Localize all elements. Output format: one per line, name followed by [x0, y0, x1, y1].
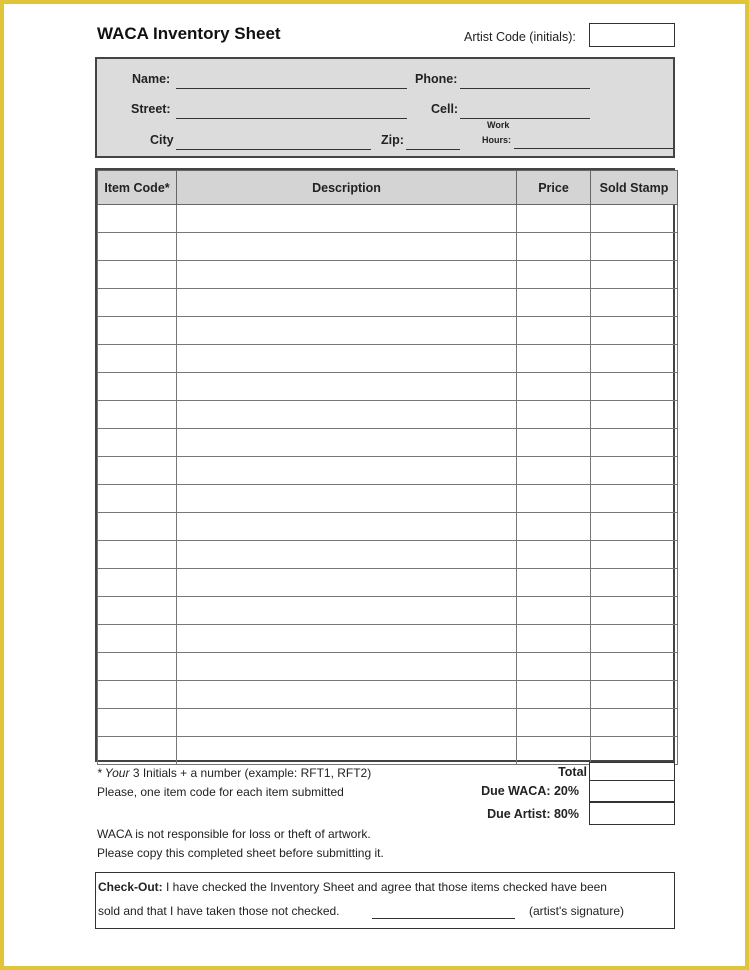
- phone-label: Phone:: [415, 72, 458, 86]
- price-cell[interactable]: [517, 485, 591, 513]
- due-waca-label: Due WACA: 20%: [481, 784, 579, 798]
- description-cell[interactable]: [177, 233, 517, 261]
- signature-label: (artist's signature): [529, 904, 624, 918]
- table-row: [98, 457, 678, 485]
- due-waca-field[interactable]: [589, 780, 675, 802]
- due-artist-label: Due Artist: 80%: [487, 807, 579, 821]
- sold-stamp-cell[interactable]: [591, 737, 678, 765]
- price-cell[interactable]: [517, 513, 591, 541]
- page-title: WACA Inventory Sheet: [97, 24, 281, 43]
- price-cell[interactable]: [517, 681, 591, 709]
- sold-stamp-cell[interactable]: [591, 541, 678, 569]
- signature-field[interactable]: [372, 918, 515, 919]
- price-cell[interactable]: [517, 625, 591, 653]
- artist-code-label: Artist Code (initials):: [464, 30, 576, 44]
- table-row: [98, 737, 678, 765]
- item-code-cell[interactable]: [98, 625, 177, 653]
- description-cell[interactable]: [177, 625, 517, 653]
- description-cell[interactable]: [177, 541, 517, 569]
- price-cell[interactable]: [517, 233, 591, 261]
- contact-panel: [95, 57, 675, 158]
- street-label: Street:: [131, 102, 171, 116]
- table-row: [98, 289, 678, 317]
- table-row: [98, 681, 678, 709]
- description-cell[interactable]: [177, 597, 517, 625]
- price-cell[interactable]: [517, 709, 591, 737]
- price-cell[interactable]: [517, 597, 591, 625]
- item-code-cell[interactable]: [98, 681, 177, 709]
- description-cell[interactable]: [177, 345, 517, 373]
- column-header-price: Price: [517, 171, 591, 205]
- item-code-cell[interactable]: [98, 317, 177, 345]
- sold-stamp-cell[interactable]: [591, 345, 678, 373]
- sold-stamp-cell[interactable]: [591, 205, 678, 233]
- description-cell[interactable]: [177, 737, 517, 765]
- price-cell[interactable]: [517, 429, 591, 457]
- table-row: [98, 401, 678, 429]
- description-cell[interactable]: [177, 317, 517, 345]
- table-row: [98, 429, 678, 457]
- sold-stamp-cell[interactable]: [591, 513, 678, 541]
- price-cell[interactable]: [517, 457, 591, 485]
- item-code-cell[interactable]: [98, 401, 177, 429]
- name-field[interactable]: [176, 88, 407, 89]
- table-row: [98, 233, 678, 261]
- description-cell[interactable]: [177, 681, 517, 709]
- cell-label: Cell:: [431, 102, 459, 116]
- sold-stamp-cell[interactable]: [591, 373, 678, 401]
- item-code-cell[interactable]: [98, 569, 177, 597]
- item-code-cell[interactable]: [98, 345, 177, 373]
- table-row: [98, 541, 678, 569]
- table-row: [98, 513, 678, 541]
- checkout-heading: Check-Out:: [98, 880, 163, 894]
- cell-field[interactable]: [460, 118, 590, 119]
- item-code-cell[interactable]: [98, 205, 177, 233]
- sold-stamp-cell[interactable]: [591, 289, 678, 317]
- table-row: [98, 205, 678, 233]
- sold-stamp-cell[interactable]: [591, 709, 678, 737]
- item-code-cell[interactable]: [98, 373, 177, 401]
- due-artist-field[interactable]: [589, 802, 675, 825]
- price-cell[interactable]: [517, 401, 591, 429]
- sold-stamp-cell[interactable]: [591, 653, 678, 681]
- sold-stamp-cell[interactable]: [591, 401, 678, 429]
- sold-stamp-cell[interactable]: [591, 261, 678, 289]
- item-code-note-rest: 3 Initials + a number (example: RFT1, RFT2): [129, 766, 372, 780]
- checkout-text-1: I have checked the Inventory Sheet and agree that those items checked have been: [162, 880, 607, 894]
- price-cell[interactable]: [517, 261, 591, 289]
- hours-label: Hours:: [482, 135, 511, 145]
- checkout-line-1: [98, 880, 607, 894]
- sold-stamp-cell[interactable]: [591, 233, 678, 261]
- street-field[interactable]: [176, 118, 407, 119]
- table-header-row: [98, 171, 678, 205]
- sold-stamp-cell[interactable]: [591, 569, 678, 597]
- city-field[interactable]: [176, 149, 371, 150]
- price-cell[interactable]: [517, 317, 591, 345]
- item-code-cell[interactable]: [98, 485, 177, 513]
- description-cell[interactable]: [177, 205, 517, 233]
- item-code-cell[interactable]: [98, 737, 177, 765]
- table-row: [98, 597, 678, 625]
- item-code-note-your: * Your: [97, 766, 130, 780]
- description-cell[interactable]: [177, 429, 517, 457]
- disclaimer-line-2: Please copy this completed sheet before submitting it.: [97, 846, 384, 860]
- table-row: [98, 373, 678, 401]
- item-code-cell[interactable]: [98, 541, 177, 569]
- column-header-item-code: Item Code*: [98, 171, 177, 205]
- description-cell[interactable]: [177, 653, 517, 681]
- work-label: Work: [487, 120, 510, 130]
- checkout-box: [95, 872, 675, 929]
- item-code-cell[interactable]: [98, 653, 177, 681]
- total-field[interactable]: [589, 762, 675, 781]
- item-code-cell[interactable]: [98, 457, 177, 485]
- city-label: City: [150, 133, 174, 147]
- price-cell[interactable]: [517, 205, 591, 233]
- artist-code-field[interactable]: [589, 23, 675, 47]
- price-cell[interactable]: [517, 289, 591, 317]
- item-code-cell[interactable]: [98, 233, 177, 261]
- price-cell[interactable]: [517, 737, 591, 765]
- table-row: [98, 485, 678, 513]
- total-label: Total: [558, 765, 587, 779]
- table-row: [98, 569, 678, 597]
- table-row: [98, 625, 678, 653]
- item-code-cell[interactable]: [98, 597, 177, 625]
- sold-stamp-cell[interactable]: [591, 317, 678, 345]
- description-cell[interactable]: [177, 457, 517, 485]
- table-row: [98, 345, 678, 373]
- sold-stamp-cell[interactable]: [591, 625, 678, 653]
- table-row: [98, 709, 678, 737]
- description-cell[interactable]: [177, 401, 517, 429]
- price-cell[interactable]: [517, 569, 591, 597]
- column-header-sold-stamp: Sold Stamp: [591, 171, 678, 205]
- item-code-cell[interactable]: [98, 513, 177, 541]
- table-row: [98, 317, 678, 345]
- description-cell[interactable]: [177, 513, 517, 541]
- zip-label: Zip:: [381, 133, 404, 147]
- sold-stamp-cell[interactable]: [591, 597, 678, 625]
- price-cell[interactable]: [517, 653, 591, 681]
- work-hours-field[interactable]: [514, 148, 673, 149]
- price-cell[interactable]: [517, 541, 591, 569]
- description-cell[interactable]: [177, 261, 517, 289]
- item-code-cell[interactable]: [98, 261, 177, 289]
- table-row: [98, 261, 678, 289]
- item-code-cell[interactable]: [98, 429, 177, 457]
- sold-stamp-cell[interactable]: [591, 429, 678, 457]
- item-code-note: [97, 766, 371, 780]
- price-cell[interactable]: [517, 373, 591, 401]
- description-cell[interactable]: [177, 485, 517, 513]
- item-code-cell[interactable]: [98, 289, 177, 317]
- sold-stamp-cell[interactable]: [591, 485, 678, 513]
- sold-stamp-cell[interactable]: [591, 681, 678, 709]
- disclaimer-line-1: WACA is not responsible for loss or theft of artwork.: [97, 827, 371, 841]
- price-cell[interactable]: [517, 345, 591, 373]
- description-cell[interactable]: [177, 709, 517, 737]
- name-label: Name:: [132, 72, 171, 86]
- checkout-text-2: sold and that I have taken those not checked.: [98, 904, 340, 918]
- table-row: [98, 653, 678, 681]
- item-code-instruction: Please, one item code for each item submitted: [97, 785, 344, 799]
- description-cell[interactable]: [177, 289, 517, 317]
- inventory-table: [95, 168, 675, 762]
- item-code-cell[interactable]: [98, 709, 177, 737]
- column-header-description: Description: [177, 171, 517, 205]
- phone-field[interactable]: [460, 88, 590, 89]
- description-cell[interactable]: [177, 569, 517, 597]
- description-cell[interactable]: [177, 373, 517, 401]
- sold-stamp-cell[interactable]: [591, 457, 678, 485]
- zip-field[interactable]: [406, 149, 460, 150]
